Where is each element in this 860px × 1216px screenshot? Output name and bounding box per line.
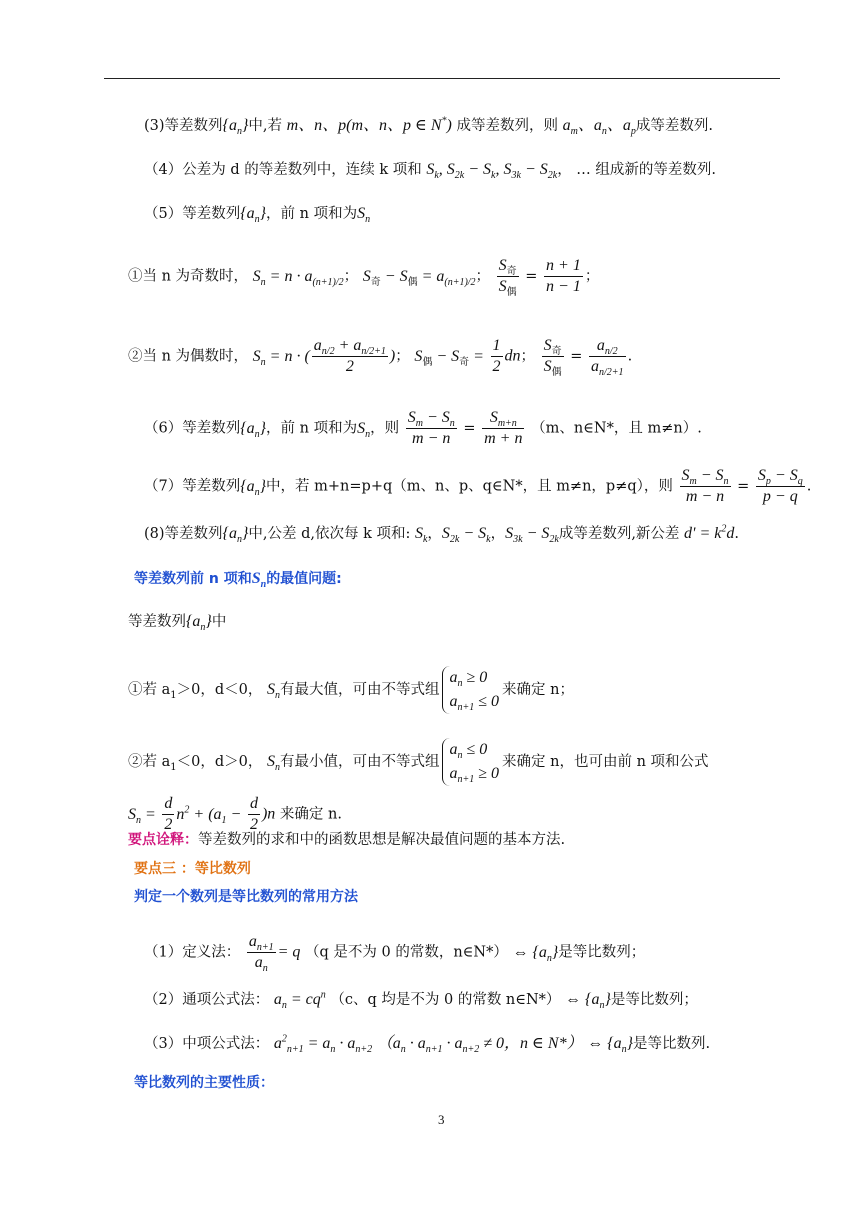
min-case: ②若 $a_1<0$，d＞0， $S_n$有最小值，可由不等式组 $a_n \le 0$ $a_{n+1} \ge 0$ 来确定 n，也可由前 n 项和公式 [128,738,709,786]
sequence-intro: 等差数列$\{a_n\}$中 [128,613,227,634]
inequality-system-max: $a_n \ge 0$ $a_{n+1} \le 0$ [442,666,499,714]
geo-method-3: （3）中项公式法： $a^2_{n+1} = a_n \cdot a_{n+2}$ （$a_n \cdot a_{n+1} \cdot a_{n+2} \ne 0$，n ∈ N*） ⇔ $\{a_n\}$是等比数列. [144,1033,711,1056]
max-case: ①若 $a_1>0$，d＜0， $S_n$有最大值，可由不等式组 $a_n \ge 0$ $a_{n+1} \le 0$ 来确定 n； [128,666,574,714]
key-note: 要点诠释：等差数列的求和中的函数思想是解决最值问题的基本方法. [128,832,566,848]
property-7: （7）等差数列$\{a_n\}$中，若 m+n=p+q（m、n、p、q∈N*，且 m≠n，p≠q），则 $\frac{S_m - S_n}{m - n}$ = $\frac{S_p - S_q}{p - q}$ . [144,467,812,505]
property-5: （5）等差数列$\{a_n\}$，前 n 项和为$S_n$ [144,205,371,226]
judge-heading: 判定一个数列是等比数列的常用方法 [134,889,358,905]
property-8: (8)等差数列$\{a_n\}$中,公差 d,依次每 k 项和: $S_k$，$S_{2k} - S_k$，$S_{3k} - S_{2k}$成等差数列,新公差 $d' = k^2d$. [144,523,739,546]
property-3: (3)等差数列$\{a_n\}$中,若 m、n、p(m、n、p ∈ N*) 成等差数列，则 $a_m$、$a_n$、$a_p$成等差数列. [144,115,713,138]
odd-case: ①当 n 为奇数时， $S_n = n \cdot a_{(n+1)/2}$； $S_奇 - S_偶 = a_{(n+1)/2}$； $\frac{S_奇}{S_偶}$ = $\frac{n + 1}{n - 1}$ ； [128,257,600,299]
geo-method-1: （1）定义法： $\frac{a_{n+1}}{a_n}$ = q （q 是不为 0 的常数，n∈N*） ⇔ $\{a_n\}$是等比数列； [144,933,646,975]
header-rule [104,78,780,79]
property-6: （6）等差数列$\{a_n\}$，前 n 项和为$S_n$，则 $\frac{S_m - S_n}{m - n}$ = $\frac{S_{m+n}}{m + n}$ （m、n∈N*，且 m≠n）. [144,409,702,447]
even-case: ②当 n 为偶数时， $S_n = n$ · ( $\frac{a_{n/2} + a_{n/2+1}}{2}$ )； $S_偶 - S_奇$ = $\frac{1}{2}$ dn； $\frac{S_奇}{S_偶}$ = $\frac{a_{n/2}}{a_{n/2+1}}$ . [128,337,633,379]
sum-formula: $S_n$ = $\frac{d}{2}$ $n^2 + (a_1$ − $\frac{d}{2}$ )n 来确定 n. [128,795,342,833]
inequality-system-min: $a_n \le 0$ $a_{n+1} \ge 0$ [442,738,499,786]
page-number: 3 [438,1112,445,1127]
geo-method-2: （2）通项公式法： $a_n = cq^n$ （c、q 均是不为 0 的常数 n∈N*） ⇔ $\{a_n\}$是等比数列； [144,989,698,1012]
properties-heading: 等比数列的主要性质： [134,1075,274,1091]
extreme-value-heading: 等差数列前 n 项和$S_n$的最值问题: [134,570,342,591]
point-three-heading: 要点三 ：等比数列 [134,861,251,877]
property-4: （4）公差为 d 的等差数列中，连续 k 项和 $S_k$, $S_{2k} - S_k$, $S_{3k} - S_{2k}$， … 组成新的等差数列. [144,161,717,182]
